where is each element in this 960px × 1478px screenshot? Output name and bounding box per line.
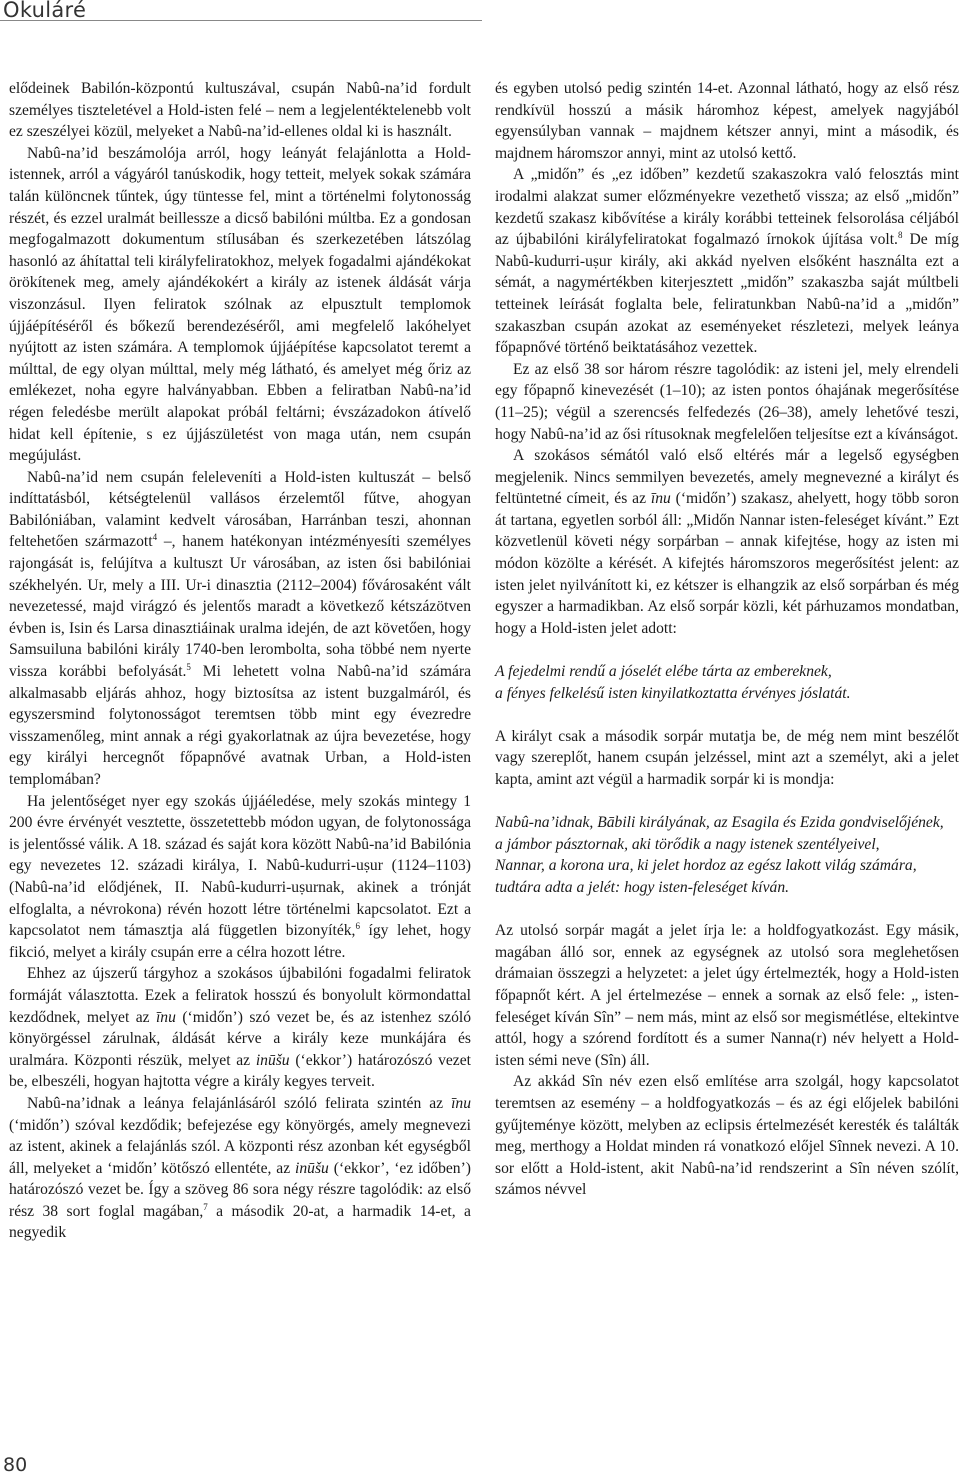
verse-line: a fényes felkelésű isten kinyilatkoztatta érvényes jóslatát. xyxy=(495,684,851,702)
paragraph xyxy=(9,1093,471,1244)
akkadian-term: īnu xyxy=(451,1094,471,1112)
akkadian-term: inūšu xyxy=(255,1051,290,1069)
verse-line: A fejedelmi rendű a jóselét elébe tárta az embereknek, xyxy=(495,663,832,681)
paragraph: Az utolsó sorpár magát a jelet írja le: a holdfogyatkozást. Egy másik, magában álló sor, ennek az egységnek az utolsó sora meglehetősen drámaian összegzi a helyzetet: a jelet úgy értelmezték, hogy a Hold-isten főpapnőt kért. A jel értelmezése – ennek a sornak az első fele: „ isten-feleséget kíván Sîn” – nem más, mint az első sor megismétlése, eltekintve attól, hogy a szórend fordított és a sumer Nanna(r) név helyett a Hold-isten sémi neve (Sîn) áll. xyxy=(495,922,959,1069)
paragraph xyxy=(495,164,959,358)
text-run: A „midőn” és „ez időben” kezdetű szakaszokra való felosztás mint irodalmi alakzat sumer előzményekre vezethető vissza; az első „midőn” kezdetű szakasz kibővítése a király korábbi tetteinek felsorolása céljából az újbabilóni királyfeliratokat fogalmazó írnokok újítása volt. xyxy=(495,166,959,249)
text-run: (‘midőn’) szóval kezdődik; befejezése egy könyörgés, amely megnevezi az istent, akinek a felajánlás szól. A központi rész azonban két egységből áll, melyeket a ‘midőn’ kötőszó ellentéte, az xyxy=(9,1116,471,1177)
footnote-ref: 8 xyxy=(897,230,903,241)
text-run: a második 20-at, a harmadik 14-et, a negyedik xyxy=(9,1202,471,1242)
paragraph: A királyt csak a második sorpár mutatja be, de még nem mint beszélőt vagy szereplőt, hanem csupán jelzéssel, mint azt a személyt, aki a jelet kapta, amint azt végül a harmadik sorpár ki is mondja: xyxy=(495,727,959,788)
paragraph xyxy=(9,791,471,964)
right-column xyxy=(495,78,959,1201)
text-run: így lehet, hogy fikció, melyet a király csupán erre a célra hozott létre. xyxy=(9,922,471,961)
text-run: Nabû-na’idnak a leánya felajánlásáról szóló felirata szintén az xyxy=(27,1094,452,1112)
text-run: Nabû-na’id nem csupán feleleveníti a Hold-isten kultuszát – belső indíttatásból, kétségtelenül vallásos érzelemtől fűtve, ahogyan Babilóniában, valamint kedvelt városában, Harránban teszi, ahonnan feltehetően származott xyxy=(9,468,471,551)
text-run: –, hanem hatékonyan intézményesíti személyes rajongását is, felújítva a kultuszt Ur városában, az isten ősi babilóniai székhelyén. Ur, mely a III. Ur-i dinasztia (2112–2004) fővárosaként vált nevezetessé, majd virágzó és jelentős maradt a következő kétszázötven évben is, Isin és Larsa dinasztiáinak uralma idején, de azt követően, hogy Samsuiluna babilóni király 1740-ben lerombolta, soha többé nem nyerte vissza korábbi befolyását. xyxy=(9,533,471,681)
paragraph: Az akkád Sîn név ezen első említése arra szolgál, hogy kapcsolatot teremtsen az esemény – a holdfogyatkozás – és az égi előjelek babilóni gyűjteménye között, melyben az eclipsis értelmezését keresték és találták meg, merthogy a Holdat minden rá vonatkozó előjel Sînnek nevezi. A 10. sor előtt a Hold-istent, akit Nabû-na’id rendszerint a Sîn néven szólít, számos névvel xyxy=(495,1073,959,1199)
paragraph: Nabû-na’id beszámolója arról, hogy leányát felajánlotta a Hold-istennek, arról a vágyáról tanúskodik, hogy tetteit, melyek sokak számára talán különcnek tűntek, úgy tüntesse fel, mint a történelmi folytonosság részét, és ezzel uralmát beillessze a dicső babilóni múltba. Ez a gondosan megfogalmazott dokumentum stílusában és szerkezetében látszólag hasonló az áhítattal teli királyfeliratokhoz, melyek fogadalmi ajándékokat örökítenek meg, amely ajándékokért a király az istenek áldását várja viszonzásul. Ilyen feliratok szólnak az elpusztult templomok újjáépítéséről és bőkezű berendezéséről, ami megfelelő lakóhelyet nyújtott az isten számára. A templomok újjáépítése kapcsolatot teremt a múlttal, de egy olyan múlttal, mely még látható, és amelyet még őriz az emlékezet, noha egyre halványabban. Ebben a feliratban Nabû-na’id régen feledésbe merült alapokat próbál feltárni; évszázadokon átívelő hidat kell építenie, s ez újjászületést von maga után, nem csupán megújulást. xyxy=(9,144,471,465)
verse-line: Nabû-na’idnak, Bābili királyának, az Esagila és Ezida gondviselőjének, xyxy=(495,814,944,832)
text-run: (‘midőn’) szakasz, ahelyett, hogy több soron át tartana, egyetlen sorból áll: „Midőn Nannar isten-feleséget kívánt.” Ezt közvetlenül követi négy sorpárban – annak kifejtése, hogy az isten mi módon közölte a kérését. A kifejtés háromszoros megerősítést jelent: az isten jelet nyilvánított ki, ez kétszer is elhangzik az első sorpárban és még egyszer a harmadikban. Az első sorpár közli, két párhuzamos mondatban, hogy a Hold-isten jelet adott: xyxy=(495,490,959,637)
text-run: Ha jelentőséget nyer egy szokás újjáéledése, mely szokás mintegy 1 200 évre érvényét vesztette, összetettebb módon ugyan, de folytonossága is jelentőssé válik. A 18. század és saját kora között Nabû-na’id Babilónia egy nevezetes 12. századi királya, I. Nabû-kudurri-uṣur (1124–1103) (Nabû-na’id elődjének, II. Nabû-kudurri-uṣurnak, akinek a trónját elfoglalta, a névrokona) révén hozott létre történelmi kapcsolatot. Ezt a kapcsolatot nem támasztja alá független bizonyíték, xyxy=(9,792,471,940)
running-header-title: Okuláré xyxy=(3,0,87,22)
paragraph: és egyben utolsó pedig szintén 14-et. Azonnal látható, hogy az első rész rendkívül hosszú a másik háromhoz képest, amelyek nagyjából egyensúlyban vannak – majdnem kétszer annyi, mint a második, és majdnem háromszor annyi, mint az utolsó kettő. xyxy=(495,80,959,162)
footnote-ref: 6 xyxy=(355,921,360,932)
verse-line: tudtára adta a jelét: hogy isten-feleséget kíván. xyxy=(495,878,790,896)
verse-quote xyxy=(495,812,959,898)
footnote-ref: 7 xyxy=(203,1201,208,1212)
paragraph xyxy=(495,445,959,639)
page-number: 80 xyxy=(3,1454,28,1476)
running-header xyxy=(0,0,482,22)
text-run: Mi lehetett volna Nabû-na’id számára alkalmasabb eljárás ahhoz, hogy biztosítsa az istent buzgalmáról, és egyszersmind folytonosságot teremtsen több mint egy évezredre visszamenőleg, mint annak a régi gyakorlatnak az újra bevezetése, hogy egy királyi hercegnőt főpapnővé avatnak Urban, a Hold-isten templomában? xyxy=(9,663,471,788)
paragraph: Ez az első 38 sor három részre tagolódik: az isteni jel, mely elrendeli egy főpapnő kinevezését (1–10); az isten pontos óhajának megerősítése (11–25); végül a szerencsés felfedezés (26–38), amely lehetővé teszi, hogy Nabû-na’id az ősi rítusoknak megfelelően teljesítse ezt a kívánságot. xyxy=(495,360,959,443)
verse-line: a jámbor pásztornak, aki törődik a nagy istenek szentélyeivel, xyxy=(495,835,880,853)
verse-line: Nannar, a korona ura, ki jelet hordoz az egész lakott világ számára, xyxy=(495,857,917,875)
verse-quote xyxy=(495,661,959,704)
text-run: (‘midőn’) szó vezet be, és az istenhez szóló könyörgéssel zárulnak, áldását kérve a király keze munkájára és uralmára. Központi részük, melyet az xyxy=(9,1008,471,1069)
header-rule xyxy=(0,20,482,21)
text-run: (‘ekkor’) határozószó vezet be, elbeszéli, hogyan hajtotta végre a király kegyes terveit. xyxy=(9,1051,471,1091)
text-run: Ehhez az újszerű tárgyhoz a szokásos újbabilóni fogadalmi feliratok formáját választotta. Ezek a feliratok hosszú és bonyolult körmondattal kezdődnek, melyet az xyxy=(9,965,471,1026)
paragraph xyxy=(9,963,471,1093)
text-run: A szokásos sémától való első eltérés már a legelső egységben megjelenik. Nincs semmilyen bevezetés, amely megnevezné a királyt és feltüntetné címeit, és az xyxy=(495,447,959,508)
text-run: (‘ekkor’, ‘ez időben’) határozószó vezet be. Így a szöveg 86 sora négy részre tagolódik: az első rész 38 sort foglal magában, xyxy=(9,1159,471,1220)
left-column xyxy=(9,78,471,1244)
paragraph xyxy=(9,467,471,791)
footnote-ref: 5 xyxy=(186,662,191,673)
akkadian-term: inūšu xyxy=(295,1159,329,1177)
akkadian-term: īnu xyxy=(650,490,671,508)
akkadian-term: īnu xyxy=(155,1008,176,1026)
text-run: De míg Nabû-kudurri-uṣur király, aki akkád nyelven elsőként használta ezt a sémát, a nagymértékben kiterjesztett „midőn” szakaszba saját múltbeli tetteinek leírását foglalta bele, feliratunkban Nabû-na’id a „midőn” szakaszban csupán azokat az eseményeket részletezi, melyek leánya főpapnővé történő beiktatásához vezettek. xyxy=(495,231,959,357)
paragraph: elődeinek Babilón-központú kultuszával, csupán Nabû-na’id fordult személyes tiszteletével a Hold-isten felé – nem a legjelentéktelenebb volt ez szeszélyei közül, melyeket a Nabû-na’id-ellenes oldal ki is használt. xyxy=(9,80,471,141)
footnote-ref: 4 xyxy=(152,532,158,543)
